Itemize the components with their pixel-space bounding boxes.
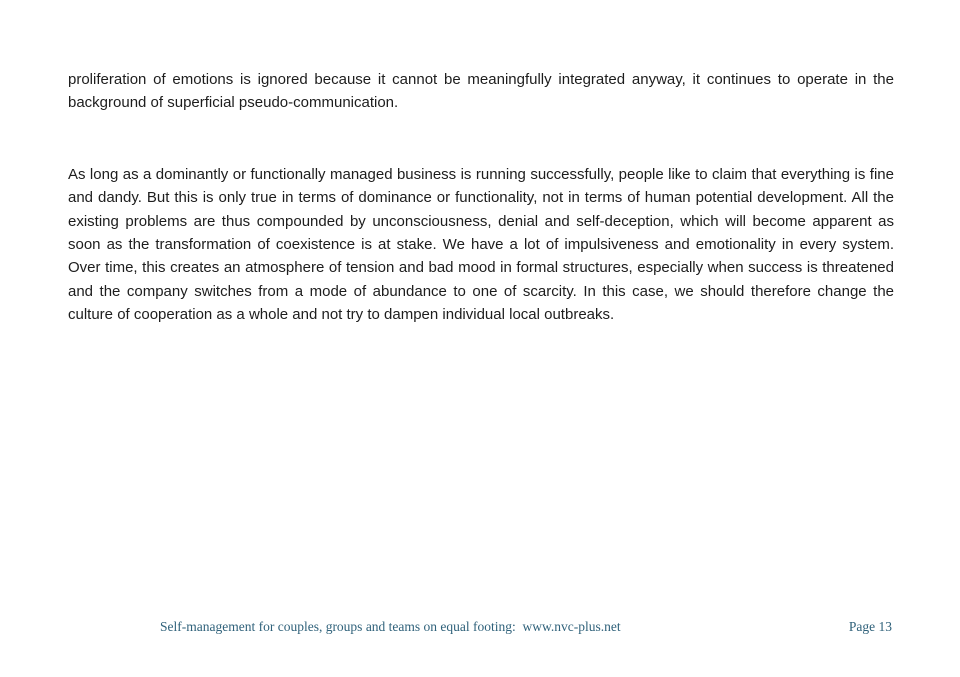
paragraph-body: As long as a dominantly or functionally managed business is running successfully, people like to claim that everything is fine and dandy. But this is only true in terms of dominance or functionality, not in terms of human potential development. All the existing problems are thus compounded by unconsciousness, denial and self-deception, which will become apparent as soon as the transformation of coexistence is at stake. We have a lot of impulsiveness and emotionality in every system. Over time, this creates an atmosphere of tension and bad mood in formal structures, especially when success is threatened and the company switches from a mode of abundance to one of scarcity. In this case, we should therefore change the culture of cooperation as a whole and not try to dampen individual local outbreaks. bbox=[68, 165, 894, 324]
footer-tagline: Self-management for couples, groups and teams on equal footing: www.nvc-plus.net bbox=[160, 619, 621, 634]
page-content bbox=[68, 0, 894, 327]
page-footer bbox=[68, 619, 892, 635]
page-number: Page 13 bbox=[848, 619, 892, 634]
paragraph-continuation: proliferation of emotions is ignored because it cannot be meaningfully integrated anyway, it continues to operate in the background of superficial pseudo-communication. bbox=[68, 71, 894, 112]
